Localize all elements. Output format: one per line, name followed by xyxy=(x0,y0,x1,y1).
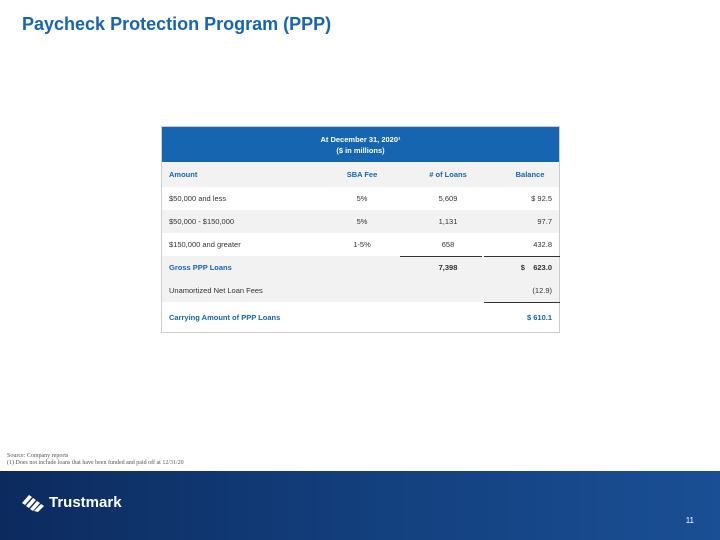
row-fee: 5% xyxy=(356,194,368,203)
gross-balance-symbol: $ xyxy=(520,263,525,272)
table-row xyxy=(162,187,559,210)
row-loans: 658 xyxy=(441,240,455,249)
carrying-label: Carrying Amount of PPP Loans xyxy=(169,312,281,322)
row-fee: 5% xyxy=(356,217,368,226)
row-amount: $50,000 - $150,000 xyxy=(169,217,235,226)
page-number: 11 xyxy=(685,516,694,525)
gross-label: Gross PPP Loans xyxy=(169,263,232,272)
row-loans: 1,131 xyxy=(438,217,458,226)
gross-balance xyxy=(488,263,552,272)
fees-label: Unamortized Net Loan Fees xyxy=(169,286,263,295)
gross-balance-value: 623.0 xyxy=(533,263,552,272)
carrying-balance: $ 610.1 xyxy=(526,312,552,322)
table-row xyxy=(162,233,559,256)
col-amount: Amount xyxy=(169,170,198,179)
table-header-units: ($ in millions) xyxy=(336,145,385,155)
carrying-row xyxy=(162,302,559,332)
table-row xyxy=(162,210,559,233)
col-sba-fee: SBA Fee xyxy=(346,170,378,179)
gross-row xyxy=(162,256,559,279)
fees-row xyxy=(162,279,559,302)
column-header-row xyxy=(162,162,559,187)
logo-text: Trustmark xyxy=(49,493,122,511)
col-balance: Balance xyxy=(515,170,545,179)
trustmark-logo xyxy=(20,491,122,513)
subtotal-rule-balance xyxy=(484,256,560,257)
page-title: Paycheck Protection Program (PPP) xyxy=(22,14,332,34)
source-text: Source: Company reports xyxy=(7,453,69,459)
row-fee: 1-5% xyxy=(353,240,371,249)
row-balance: 432.8 xyxy=(533,240,552,249)
row-amount: $150,000 and greater xyxy=(169,240,241,249)
table-header-date: At December 31, 2020¹ xyxy=(320,134,401,144)
subtotal-rule-loans xyxy=(400,256,482,257)
col-num-loans: # of Loans xyxy=(429,170,467,179)
fees-balance: (12.9) xyxy=(532,286,552,295)
source-notes xyxy=(7,453,184,467)
row-amount: $50,000 and less xyxy=(169,194,227,203)
footer-bar xyxy=(0,471,720,540)
ppp-table xyxy=(161,126,560,333)
gross-loans: 7,398 xyxy=(438,263,458,272)
footnote-text: (1) Does not include loans that have been funded and paid off at 12/31/20 xyxy=(7,460,184,466)
row-balance: $ 92.5 xyxy=(531,194,552,203)
total-rule-balance xyxy=(484,302,560,303)
row-balance: 97.7 xyxy=(537,217,552,226)
table-header xyxy=(162,127,559,162)
row-loans: 5,609 xyxy=(438,194,458,203)
logo-mark-icon xyxy=(20,491,46,513)
